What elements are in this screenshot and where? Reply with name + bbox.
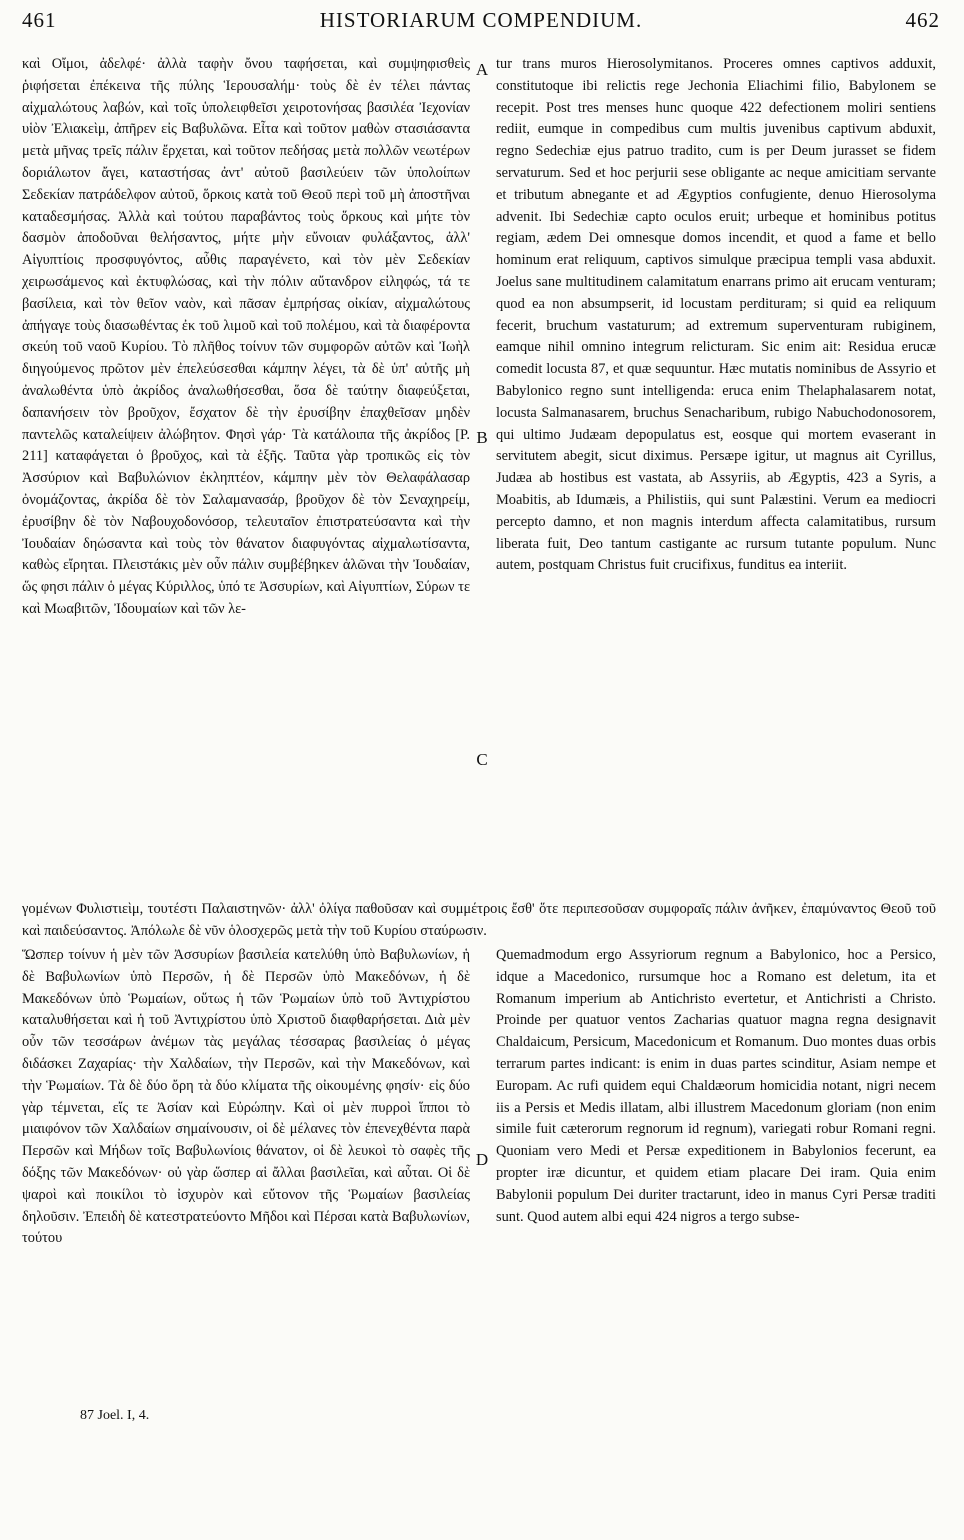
fullwidth-paragraph: γομένων Φυλιστιεὶμ, τουτέστι Παλαιστηνῶν· ἀλλ' ὀλίγα παθοῦσαν καὶ συμμέτροις ἔσθ' ὅτε περιπεσοῦσαν συμφοραῖς πάλιν ἀνῆκεν, ἐπαμύναντος Θεοῦ τοῦ καὶ παιδεύσαντος. Ἀπόλωλε δὲ νῦν ὁλοσχερῶς μετὰ τὴν τοῦ Κυρίου σταύρωσιν. [22,901,936,939]
section-marker-c: C [476,750,488,769]
greek-paragraph-2: Ὥσπερ τοίνυν ἡ μὲν τῶν Ἀσσυρίων βασιλεία κατελύθη ὑπὸ Βαβυλωνίων, ἡ δὲ Βαβυλωνίων ὑπὸ Περσῶν, ἡ δὲ Περσῶν ὑπὸ Μακεδόνων, ἡ δὲ Μακεδόνων ὑπὸ Ῥωμαίων, οὕτως ἡ τῶν Ῥωμαίων ὑπὸ τοῦ Ἀντιχρίστου καταλυθήσεται καὶ ἡ τοῦ Ἀντιχρίστου ὑπὸ Χριστοῦ διαφθαρήσεται. Διὰ μὲν οὖν τῶν τεσσάρων ἀνέμων τὰς μεγάλας τέσσαρας βασιλείας ὁ μέγας διδάσκει Ζαχαρίας· τὴν Χαλδαίων, τὴν Περσῶν, καὶ τὴν Μακεδόνων, καὶ τὴν Ῥωμαίων. Τὰ δὲ δύο ὄρη τὰ δύο κλίματα τῆς οἰκουμένης φησίν· εἰς δύο γὰρ τέμνεται, εἴς τε Ἀσίαν καὶ Εὐρώπην. Καὶ οἱ μὲν πυρροὶ ἵπποι τὸ μιαιφόνον τῶν Χαλδαίων σημαίνουσιν, οἱ δὲ μέλανες τὸν ἐπενεχθέντα παρὰ Περσῶν καὶ Μήδων τοῖς Βαβυλωνίοις θάνατον, οἱ δὲ λευκοὶ τὸ σαφὲς τῆς δόξης τῶν Μακεδόνων· οὐ γὰρ ὥσπερ αἱ ἄλλαι βασιλεῖαι, καὶ αὗται. Οἱ δὲ ψαροὶ καὶ ποικίλοι τὸ ἰσχυρὸν καὶ εὔτονον τῆς Ῥωμαίων βασιλείας δηλοῦσιν. Ἐπειδὴ δὲ κατεστρατεύοντο Μῆδοι καὶ Πέρσαι κατὰ Βαβυλωνίων, τούτου [22,947,470,1247]
section-marker-a: A [475,60,489,79]
page-number-right: 462 [905,8,940,32]
section-marker-d: D [475,1150,489,1169]
latin-paragraph: tur trans muros Hierosolymitanos. Proceres omnes captivos adduxit, constitutoque ibi relictis rege Jechonia Eliachimi filio, Babylonem se recepit. Post tres menses hunc quoque 422 defectionem moliri sentiens rediit, eumque in compedibus cum multis juvenibus captivum abduxit, regno Sedechiæ ejus patruo tradito, cum is per Deum jurasset se fidem servaturum. Sed et hoc perjurii sese obligante ac neque amicitiam servante et tributum abnegante et ad Ægyptios confugiente, denuo Hierosolyma advenit. Ibi Sedechiæ capto oculos eruit; urbeque et hominibus potitus regiam, ædem Dei omnesque domos incendit, et quod a fame et bello hominum erat reliquum, captivos simulque præcipua templi vasa abduxit. Joelus sane multitudinem calamitatum enarrans primo ait erucam venturam; quod ea non absumpserit, id locustam perdituram; si quid ea reliquum fecerit, bruchum vastaturum; ad extremum superventuram rubiginem, eamque nihil omnino integrum relicturam. Sic enim ait: Residua erucæ comedit locusta 87, et quæ sequuntur. Hæc mutatis nominibus de Assyrio et Babylonico regno sunt intelligenda: eruca enim Thelaphalasarem notat, locusta Salmanasarem, bruchus Senacharibum, rubigo Nabuchodonosorem, qui ultimo Judæam depopulatus est, eosque qui mortem evaserant in servitutem abegit, sicut diximus. Persæpe igitur, ut magnus ait Cyrillus, Judæa ab hostibus est vastata, ab Assyriis, ab Ægyptis, 423 a Syris, a Moabitis, ab Idumæis, a Philistiis, qui sunt Palæstini. Verum ea mediocri percepto damno, et non magnis interdum affecta calamitatibus, rursum liberata fuit, Deo tantum castigante ac rursum tutante populum. Nunc autem, postquam Christus fuit crucifixus, funditus ea interiit. [496,56,936,574]
page-number-left: 461 [22,8,57,32]
footnote: 87 Joel. I, 4. [80,1408,150,1423]
greek-fullwidth-text [22,899,936,943]
section-marker-b: B [476,428,488,447]
latin-column-top [496,54,936,577]
greek-column-bottom [22,945,470,1250]
latin-column-bottom [496,945,936,1228]
latin-paragraph-2: Quemadmodum ergo Assyriorum regnum a Babylonico, hoc a Persico, idque a Macedonico, rursumque hoc a Romano est deletum, ita et Romanum imperium ab Antichristo evertetur, et Antichristi a Christo. Proinde per quatuor ventos Zacharias quatuor magna regna designavit Chaldaicum, Persicum, Macedonicum et Romanum. Duo montes duas orbis terrarum partes indicant: is enim in duas partes scinditur, Asiam nempe et Europam. Ac rufi quidem equi Chaldæorum homicidia notant, nigri necem iis a Persis et Medis illatam, albi illustrem Macedonum gloriam (non enim simile fuit cæterorum regnorum id regnum), variegati robur Romani regni. Quoniam vero Medi et Persæ expeditionem in Babylonios fecerunt, ea propter iræ dicuntur, et quidem etiam placare Dei iram. Quia enim Babylonii populum Dei duriter tractarunt, ideo in manus Cyri Persæ traditi sunt. Quod autem albi equi 424 nigros a tergo subse- [496,947,936,1225]
greek-paragraph: καὶ Οἴμοι, ἀδελφέ· ἀλλὰ ταφὴν ὄνου ταφήσεται, καὶ συμψηφισθεὶς ῥιφήσεται ἐπέκεινα τῆς πύλης Ἱερουσαλήμ· τοὺς δὲ ἐν τέλει πάντας αἰχμαλώτους λαβών, καὶ τοῖς ὑπολειφθεῖσι χειροτονήσας βασιλέα Ἰεχονίαν υἱὸν Ἐλιακεὶμ, ἀπῆρεν εἰς Βαβυλῶνα. Εἶτα καὶ τοῦτον μαθὼν στασιάσαντα μετὰ μῆνας τρεῖς πάλιν ἔρχεται, καὶ τοῦτον πεδήσας μετὰ πολλῶν νεωτέρων δοριάλωτον ἄγει, καταστήσας ἀντ' αὐτοῦ βασιλεύειν τῶν ὑπολοίπων Σεδεκίαν πατράδελφον αὐτοῦ, ὅρκοις κατὰ τοῦ Θεοῦ περὶ τοῦ μὴ ἀποστῆναι καταδεσμήσας. Ἀλλὰ καὶ τούτου παραβάντος τοὺς ὅρκους καὶ μήτε τὸν δασμὸν ἀποδοῦναι θελήσαντος, μήτε μὴν εὔνοιαν φυλάξαντος, ἀλλ' Αἰγυπτίοις προσφυγόντος, αὖθις παραγένετο, καὶ τὸν μὲν Σεδεκίαν χειρωσάμενος καὶ ἐκτυφλώσας, καὶ τὴν πόλιν αὔτανδρον εἰληφώς, τά τε βασίλεια, καὶ τὸν θεῖον ναὸν, καὶ πᾶσαν ἐμπρήσας οἰκίαν, αἰχμαλώτους ἀπήγαγε τοὺς διασωθέντας ἐκ τοῦ λιμοῦ καὶ τοῦ πολέμου, καὶ τὰ διαφέροντα σκεύη τοῦ ναοῦ Κυρίου. Τὸ πλῆθος τοίνυν τῶν συμφορῶν αὐτῶν καὶ Ἰωὴλ διηγούμενος πρῶτον μὲν ἐπελεύσεσθαι κάμπην λέγει, τὰ δὲ ὑπ' αὐτῆς μὴ ἀναλωθέντα ὑπὸ ἀκρίδος ἀναλωθήσεσθαι, ὅσα δὲ ταύτην διαφεύξεται, δαπανήσειν τὸν βροῦχον, ἔσχατον δὲ τὴν ἐρυσίβην ἐπαχθεῖσαν μηδὲν παντελῶς καταλείψειν ἀλώβητον. Φησὶ γάρ· Τὰ κατάλοιπα τῆς ἀκρίδος [P. 211] καταφάγεται ὁ βροῦχος, καὶ τὰ ἑξῆς. Ταῦτα γὰρ τροπικῶς εἰς τὸν Ἀσσύριον καὶ Βαβυλώνιον ἐκληπτέον, κάμπην μὲν τὸν Θελαφάλασαρ ὀνομάζοντας, ἀκρίδα δὲ τὸν Σαλαμανασάρ, βροῦχον δὲ τὸν Σεναχηρείμ, ἐρυσίβην δὲ τὸν Ναβουχοδονόσορ, τελευταῖον ἐπιστρατεύσαντα καὶ τὴν Ἰουδαίαν δηώσαντα καὶ τοὺς τὸν θάνατον διαφυγόντας αἰχμαλωτίσαντα, καθὼς εἴρηται. Πλειστάκις μὲν οὖν πάλιν συμβέβηκεν ἁλῶναι τὴν Ἰουδαίαν, ὥς φησι πάλιν ὁ μέγας Κύριλλος, ὑπό τε Ἀσσυρίων, καὶ Αἰγυπτίων, Σύρων τε καὶ Μωαβιτῶν, Ἰδουμαίων καὶ τῶν λε- [22,56,470,617]
running-header [22,8,940,44]
greek-column-top [22,54,470,621]
running-title: HISTORIARUM COMPENDIUM. [319,8,643,32]
